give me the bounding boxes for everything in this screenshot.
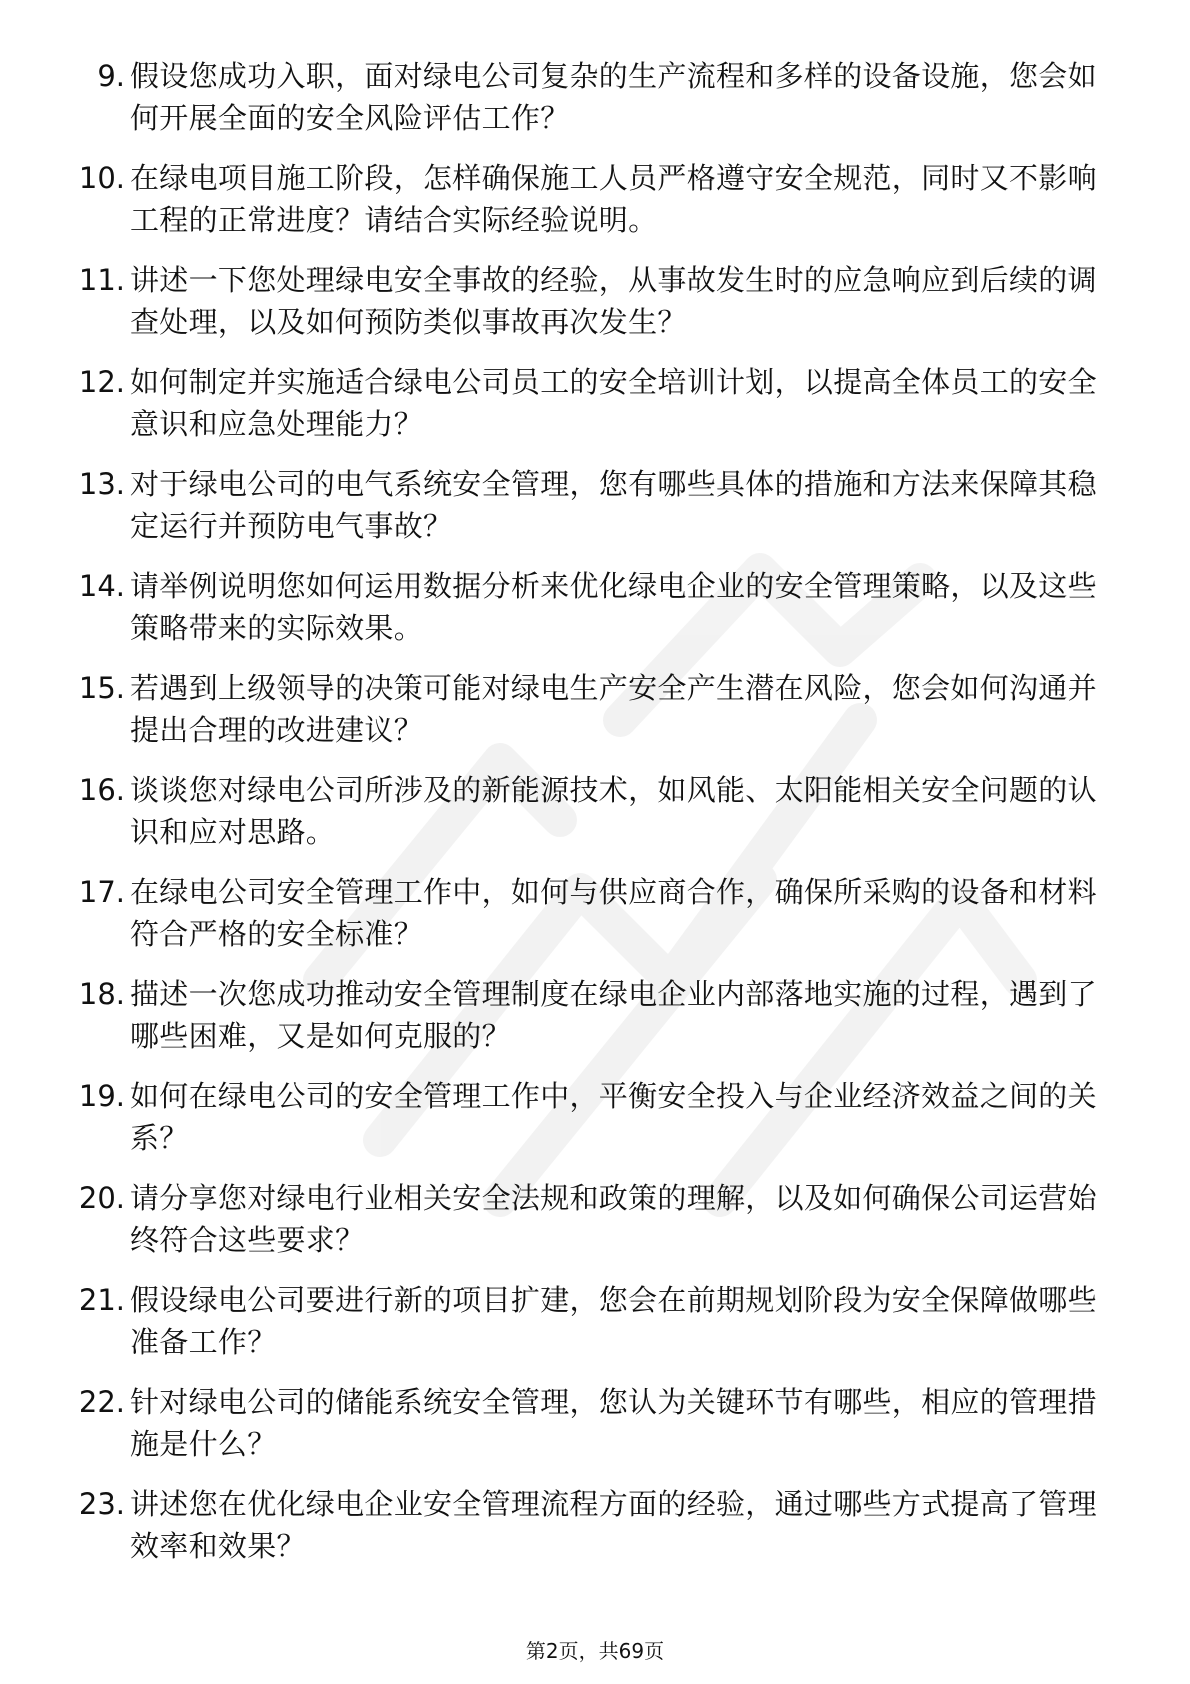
question-item [0,973,1190,1075]
question-text: 请举例说明您如何运用数据分析来优化绿电企业的安全管理策略，以及这些策略带来的实际效果。 [130,569,1097,645]
question-item [0,565,1190,667]
question-number: 22. [78,1385,125,1419]
question-item [0,1381,1190,1483]
question-text: 假设绿电公司要进行新的项目扩建，您会在前期规划阶段为安全保障做哪些准备工作？ [130,1283,1097,1359]
page-number: 第2页，共69页 [525,1639,665,1663]
question-text: 在绿电公司安全管理工作中，如何与供应商合作，确保所采购的设备和材料符合严格的安全标准？ [130,875,1097,951]
question-item [0,1483,1190,1585]
question-item [0,769,1190,871]
question-text: 描述一次您成功推动安全管理制度在绿电企业内部落地实施的过程，遇到了哪些困难，又是如何克服的？ [130,977,1097,1053]
question-text: 在绿电项目施工阶段，怎样确保施工人员严格遵守安全规范，同时又不影响工程的正常进度？请结合实际经验说明。 [130,161,1097,237]
question-item [0,463,1190,565]
question-item [0,667,1190,769]
question-text: 讲述您在优化绿电企业安全管理流程方面的经验，通过哪些方式提高了管理效率和效果？ [130,1487,1097,1563]
question-item [0,259,1190,361]
question-number: 11. [78,263,125,297]
question-number: 17. [78,875,125,909]
question-number: 16. [78,773,125,807]
question-number: 15. [78,671,125,705]
question-text: 假设您成功入职，面对绿电公司复杂的生产流程和多样的设备设施，您会如何开展全面的安全风险评估工作？ [130,59,1097,135]
question-text: 如何在绿电公司的安全管理工作中，平衡安全投入与企业经济效益之间的关系？ [130,1079,1097,1155]
question-item [0,1177,1190,1279]
question-number: 14. [78,569,125,603]
question-number: 21. [78,1283,125,1317]
question-number: 18. [78,977,125,1011]
question-text: 请分享您对绿电行业相关安全法规和政策的理解，以及如何确保公司运营始终符合这些要求？ [130,1181,1097,1257]
question-number: 20. [78,1181,125,1215]
question-number: 23. [78,1487,125,1521]
question-text: 如何制定并实施适合绿电公司员工的安全培训计划，以提高全体员工的安全意识和应急处理能力？ [130,365,1097,441]
question-text: 若遇到上级领导的决策可能对绿电生产安全产生潜在风险，您会如何沟通并提出合理的改进建议？ [130,671,1097,747]
question-number: 13. [78,467,125,501]
question-item [0,157,1190,259]
question-text: 谈谈您对绿电公司所涉及的新能源技术，如风能、太阳能相关安全问题的认识和应对思路。 [130,773,1097,849]
question-item [0,1075,1190,1177]
question-item [0,55,1190,157]
question-text: 讲述一下您处理绿电安全事故的经验，从事故发生时的应急响应到后续的调查处理，以及如何预防类似事故再次发生？ [130,263,1097,339]
question-text: 对于绿电公司的电气系统安全管理，您有哪些具体的措施和方法来保障其稳定运行并预防电气事故？ [130,467,1097,543]
question-list [0,55,1190,1585]
question-item [0,361,1190,463]
question-number: 9. [97,59,125,93]
question-item [0,871,1190,973]
question-item [0,1279,1190,1381]
question-number: 10. [78,161,125,195]
question-number: 19. [78,1079,125,1113]
question-number: 12. [78,365,125,399]
question-text: 针对绿电公司的储能系统安全管理，您认为关键环节有哪些，相应的管理措施是什么？ [130,1385,1097,1461]
